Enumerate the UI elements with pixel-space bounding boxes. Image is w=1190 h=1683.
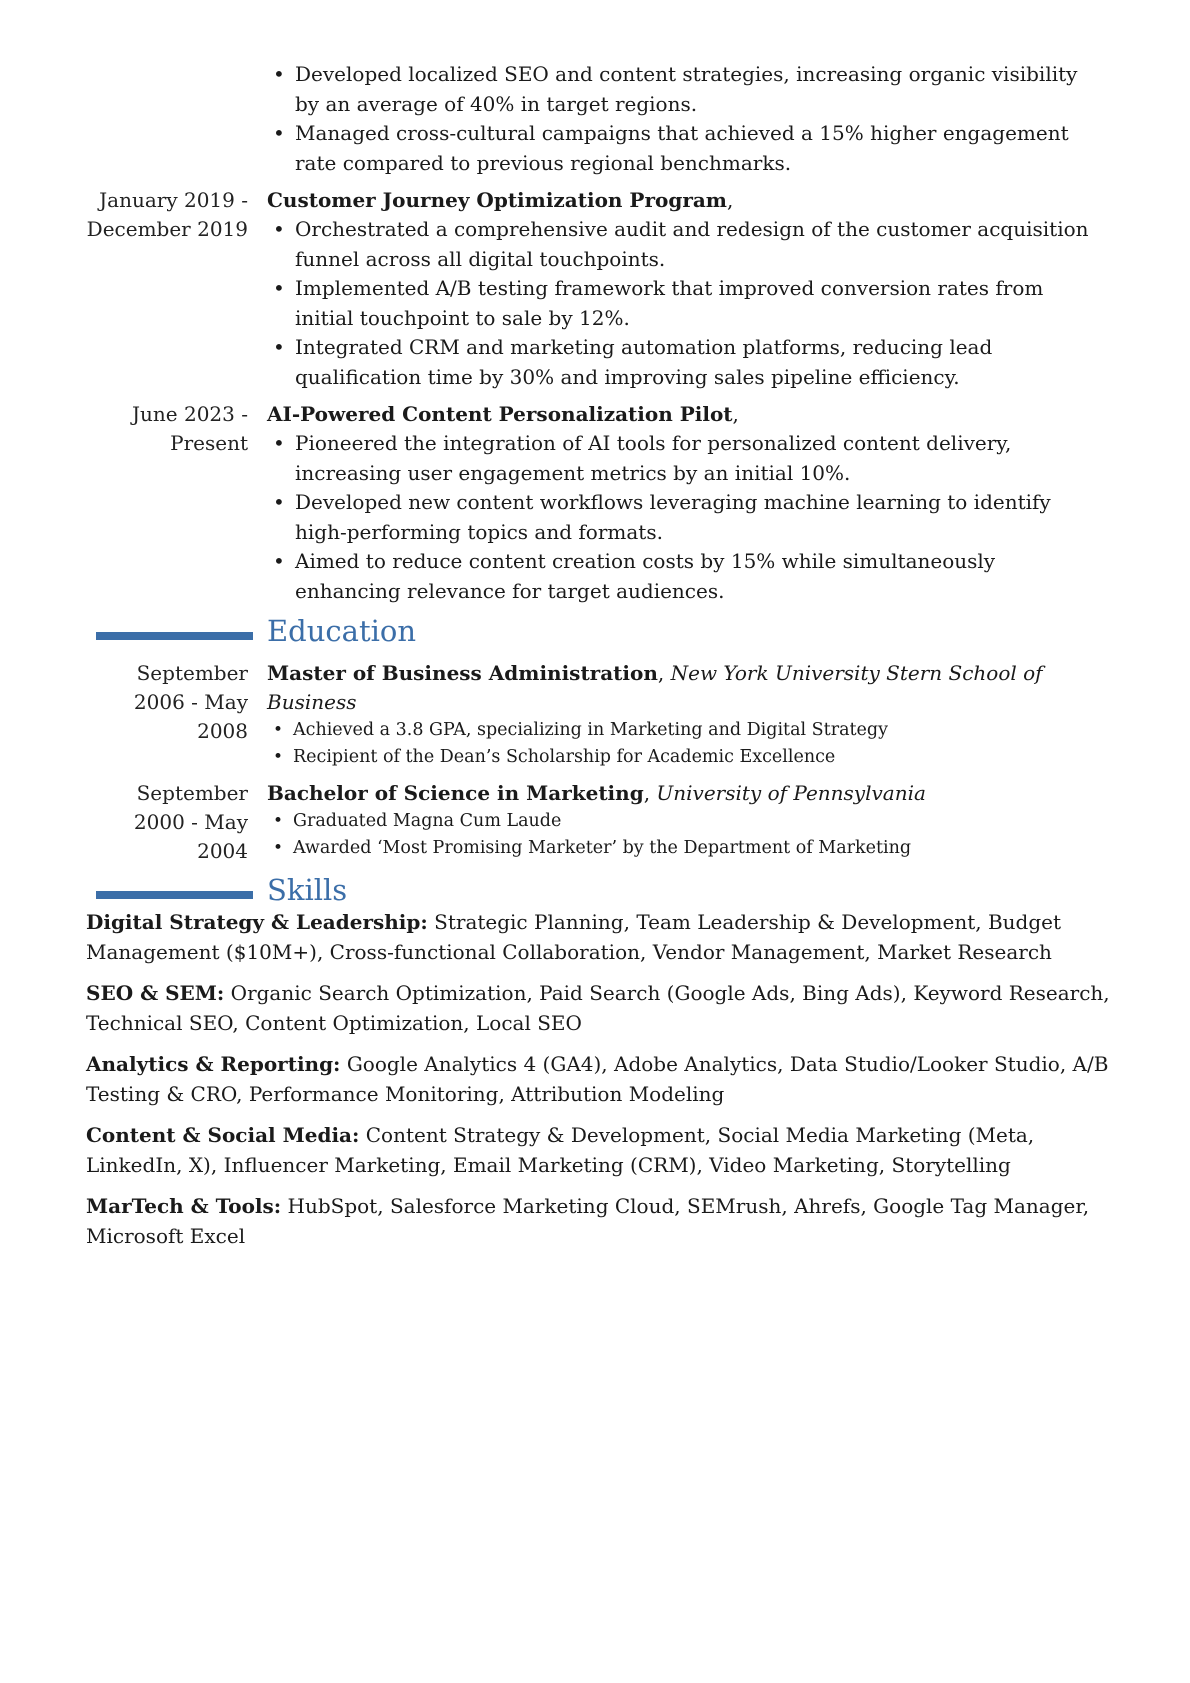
continued-entry [0,60,1190,178]
education-section-header [0,614,1190,656]
list-item: • Pioneered the integration of AI tools for personalized content delivery, increasing user engagement metrics by an initial 10%. [267,429,1107,488]
skill-group [86,979,1111,1038]
date-line: 2006 - May [133,690,248,714]
list-item: • Developed localized SEO and content strategies, increasing organic visibility by an average of 40% in target regions. [267,60,1107,119]
education-date [0,659,248,746]
skill-label: SEO & SEM: [86,981,225,1005]
section-bar [96,632,253,640]
skills-list [86,908,1111,1263]
degree-line: Bachelor of Science in Marketing, University of Pennsylvania [267,781,926,805]
school: New York University Stern School of Business [267,661,1043,714]
list-item: • Developed new content workflows leveraging machine learning to identify high-performing topics and formats. [267,488,1107,547]
education-bullets [267,808,1107,861]
list-item: • Integrated CRM and marketing automation platforms, reducing lead qualification time by 30% and improving sales pipeline efficiency. [267,333,1107,392]
project-entry [0,400,1190,606]
date-end: December 2019 [86,217,248,241]
project-date [0,186,248,244]
skill-label: Content & Social Media: [86,1123,360,1147]
list-item: • Implemented A/B testing framework that improved conversion rates from initial touchpoint to sale by 12%. [267,274,1107,333]
section-heading: Education [267,614,417,648]
skill-group [86,908,1111,967]
degree-line: Master of Business Administration, New York University Stern School of Business [267,661,1043,714]
education-date [0,779,248,866]
education-bullets [267,717,1107,770]
skill-text: Content Strategy & Development, Social Media Marketing (Meta, LinkedIn, X), Influencer Marketing, Email Marketing (CRM), Video Marketing, Storytelling [86,1123,1035,1177]
list-item: • Managed cross-cultural campaigns that achieved a 15% higher engagement rate compared to previous regional benchmarks. [267,119,1107,178]
skill-text: HubSpot, Salesforce Marketing Cloud, SEMrush, Ahrefs, Google Tag Manager, Microsoft Excel [86,1194,1090,1248]
project-title-line [267,186,1107,215]
skill-group [86,1050,1111,1109]
project-bullets [267,215,1107,392]
title-suffix: , [732,402,739,426]
date-line: 2004 [197,839,248,863]
project-bullets [267,429,1107,606]
section-heading: Skills [267,873,348,907]
degree: Master of Business Administration [267,661,658,685]
date-start: June 2023 - [132,402,248,426]
date-end: Present [170,431,248,455]
title-suffix: , [726,188,734,212]
date-line: 2000 - May [133,810,248,834]
skill-group [86,1192,1111,1251]
degree: Bachelor of Science in Marketing [267,781,644,805]
skill-text: Google Analytics 4 (GA4), Adobe Analytics, Data Studio/Looker Studio, A/B Testing & CRO, Performance Monitoring, Attribution Modeling [86,1052,1109,1106]
skill-label: MarTech & Tools: [86,1194,282,1218]
skill-group [86,1121,1111,1180]
skill-text: Strategic Planning, Team Leadership & Development, Budget Management ($10M+), Cross-functional Collaboration, Vendor Management, Market Research [86,910,1062,964]
education-entry [0,659,1190,770]
skill-label: Analytics & Reporting: [86,1052,341,1076]
date-line: September [136,661,248,685]
project-title: AI-Powered Content Personalization Pilot [267,402,733,426]
list-item: • Awarded ‘Most Promising Marketer’ by the Department of Marketing [267,835,1107,862]
project-date [0,400,248,458]
school: University of Pennsylvania [656,781,926,805]
project-title: Customer Journey Optimization Program [267,188,727,212]
list-item: • Recipient of the Dean’s Scholarship for Academic Excellence [267,744,1107,771]
date-line: 2008 [197,719,248,743]
date-line: September [136,781,248,805]
list-item: • Orchestrated a comprehensive audit and redesign of the customer acquisition funnel across all digital touchpoints. [267,215,1107,274]
section-bar [96,891,253,899]
project-title-line [267,400,1107,429]
continued-bullets [267,60,1107,178]
list-item: • Achieved a 3.8 GPA, specializing in Marketing and Digital Strategy [267,717,1107,744]
skill-label: Digital Strategy & Leadership: [86,910,428,934]
date-start: January 2019 - [99,188,248,212]
project-entry [0,186,1190,392]
skill-text: Organic Search Optimization, Paid Search (Google Ads, Bing Ads), Keyword Research, Technical SEO, Content Optimization, Local SEO [86,981,1110,1035]
education-entry [0,779,1190,861]
list-item: • Aimed to reduce content creation costs by 15% while simultaneously enhancing relevance for target audiences. [267,547,1107,606]
list-item: • Graduated Magna Cum Laude [267,808,1107,835]
